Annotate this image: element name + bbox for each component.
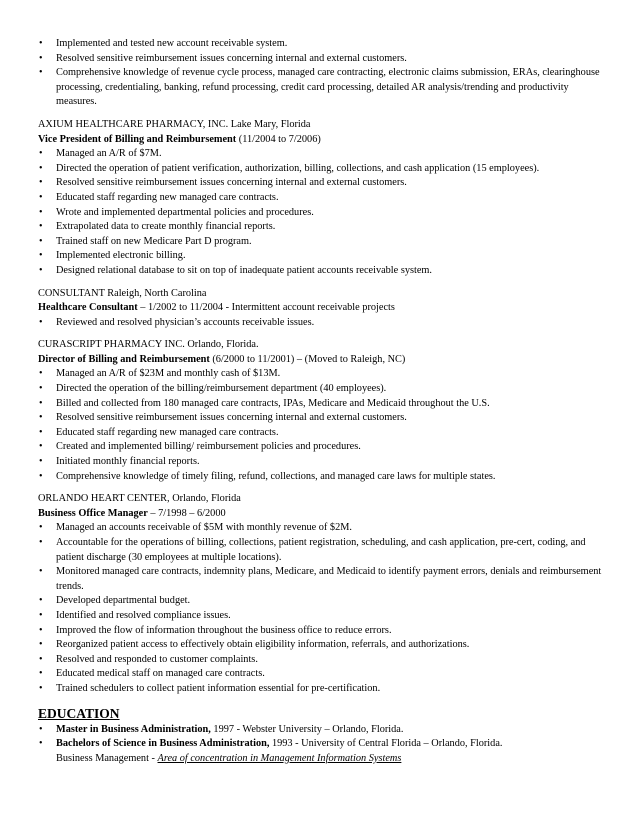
job-dates: (11/2004 to 7/2006) [236, 133, 321, 145]
job-bullet-list [38, 147, 603, 278]
bullet-icon: • [39, 235, 43, 247]
bullet-icon: • [39, 723, 43, 735]
list-item: • Improved the flow of information throughout the business office to reduce errors. [38, 624, 603, 639]
company-line: CURASCRIPT PHARMACY INC. Orlando, Florida. [38, 339, 259, 351]
bullet-icon: • [39, 609, 43, 621]
list-item: • Initiated monthly financial reports. [38, 455, 603, 470]
bullet-icon: • [39, 624, 43, 636]
list-item [38, 737, 603, 766]
job-axium [38, 118, 603, 279]
list-item: • Reorganized patient access to effectively obtain eligibility information, referrals, and authorizations. [38, 638, 603, 653]
list-item: • Educated staff regarding new managed care contracts. [38, 426, 603, 441]
bullet-icon: • [39, 595, 43, 607]
company-line: CONSULTANT Raleigh, North Carolina [38, 287, 207, 299]
company-line: AXIUM HEALTHCARE PHARMACY, INC. Lake Mary, Florida [38, 118, 311, 130]
list-item: • Resolved and responded to customer complaints. [38, 653, 603, 668]
bullet-icon: • [39, 668, 43, 680]
bullet-icon: • [39, 470, 43, 482]
resume-page [38, 37, 603, 766]
bullet-icon: • [39, 368, 43, 380]
job-title-line [38, 133, 603, 148]
list-item: • Trained schedulers to collect patient information essential for pre-certification. [38, 682, 603, 697]
bullet-icon: • [39, 383, 43, 395]
bullet-icon: • [39, 441, 43, 453]
list-item: • Resolved sensitive reimbursement issues concerning internal and external customers. [38, 52, 603, 67]
job-dates: (6/2000 to 11/2001) – (Moved to Raleigh, NC) [209, 353, 406, 365]
degree-concentration: Area of concentration in Management Information Systems [157, 752, 402, 764]
job-bullet-list [38, 521, 603, 696]
bullet-icon: • [39, 639, 43, 651]
list-item: • Created and implemented billing/ reimbursement policies and procedures. [38, 440, 603, 455]
list-item: • Extrapolated data to create monthly financial reports. [38, 220, 603, 235]
list-item: • Managed an A/R of $23M and monthly cash of $13M. [38, 367, 603, 382]
list-item: • Billed and collected from 180 managed care contracts, IPAs, Medicare and Medicaid throughout the U.S. [38, 397, 603, 412]
education-section [38, 705, 603, 767]
job-orlando-heart [38, 492, 603, 696]
bullet-icon: • [39, 682, 43, 694]
list-item: • Directed the operation of patient verification, authorization, billing, collections, and cash application (15 employees). [38, 162, 603, 177]
list-item: • Managed an A/R of $7M. [38, 147, 603, 162]
list-item: • Developed departmental budget. [38, 594, 603, 609]
intro-bullet-list [38, 37, 603, 110]
company-line: ORLANDO HEART CENTER, Orlando, Florida [38, 493, 241, 505]
list-item: • Trained staff on new Medicare Part D program. [38, 235, 603, 250]
bullet-icon: • [39, 206, 43, 218]
list-item: • Resolved sensitive reimbursement issues concerning internal and external customers. [38, 176, 603, 191]
list-item: • Resolved sensitive reimbursement issues concerning internal and external customers. [38, 411, 603, 426]
bullet-icon: • [39, 426, 43, 438]
list-item: • Educated medical staff on managed care contracts. [38, 667, 603, 682]
degree-details: 1997 - Webster University – Orlando, Florida. [210, 723, 404, 735]
job-title: Business Office Manager [38, 507, 148, 519]
job-bullet-list [38, 316, 603, 331]
list-item: • Accountable for the operations of billing, collections, patient registration, scheduling, and cash application, pre-cert, coding, and patient discharge (30 employees at multiple locations). [39, 537, 586, 563]
bullet-icon: • [39, 397, 43, 409]
bullet-icon: • [39, 316, 43, 328]
bullet-icon: • [39, 250, 43, 262]
bullet-icon: • [39, 537, 43, 548]
job-curascript [38, 338, 603, 484]
bullet-icon: • [39, 177, 43, 189]
list-item: • Monitored managed care contracts, indemnity plans, Medicare, and Medicaid to identify payment errors, denials and reimbursement trends. [39, 566, 602, 592]
education-list [38, 723, 603, 767]
list-item: • Directed the operation of the billing/reimbursement department (40 employees). [38, 382, 603, 397]
list-item: • Educated staff regarding new managed care contracts. [38, 191, 603, 206]
job-title: Director of Billing and Reimbursement [38, 353, 210, 365]
bullet-icon: • [39, 52, 43, 64]
list-item: • Implemented and tested new account receivable system. [38, 37, 603, 52]
job-title-line [38, 507, 603, 522]
job-bullet-list [38, 367, 603, 484]
degree-name: Master in Business Administration, [56, 723, 211, 735]
list-item: • Managed an accounts receivable of $5M with monthly revenue of $2M. [38, 521, 603, 536]
bullet-icon: • [39, 38, 43, 49]
list-item [38, 723, 603, 738]
degree-major: Business Management - [56, 752, 158, 764]
bullet-icon: • [39, 456, 43, 468]
job-dates: – 1/2002 to 11/2004 - Intermittent account receivable projects [137, 302, 395, 314]
degree-details: 1993 - University of Central Florida – Orlando, Florida. [269, 738, 503, 750]
job-title-line [38, 353, 603, 368]
job-title: Vice President of Billing and Reimbursement [38, 133, 237, 145]
bullet-icon: • [39, 148, 43, 160]
list-item: • Reviewed and resolved physician’s accounts receivable issues. [38, 316, 603, 331]
bullet-icon: • [39, 162, 43, 174]
job-title: Healthcare Consultant [38, 302, 138, 314]
job-consultant [38, 287, 603, 331]
list-item: • Comprehensive knowledge of timely filing, refund, collections, and managed care laws for multiple states. [38, 470, 603, 485]
bullet-icon: • [39, 653, 43, 665]
bullet-icon: • [39, 522, 43, 534]
education-heading: EDUCATION [38, 705, 120, 721]
bullet-icon: • [39, 191, 43, 203]
bullet-icon: • [39, 264, 43, 276]
bullet-icon: • [39, 221, 43, 233]
list-item: • Wrote and implemented departmental policies and procedures. [38, 206, 603, 221]
bullet-icon: • [39, 738, 43, 750]
list-item: • Comprehensive knowledge of revenue cycle process, managed care contracting, electronic claims submission, ERAs, clearinghouse processing, credentialing, banking, refund processing, credit card processing, detailed AR analysis/trending and productivity measures. [39, 67, 600, 108]
bullet-icon: • [39, 412, 43, 424]
list-item: • Implemented electronic billing. [38, 249, 603, 264]
bullet-icon: • [39, 566, 43, 578]
degree-name: Bachelors of Science in Business Administration, [56, 738, 270, 750]
job-dates: – 7/1998 – 6/2000 [147, 507, 226, 519]
bullet-icon: • [39, 67, 43, 79]
job-title-line [38, 301, 603, 316]
list-item: • Designed relational database to sit on top of inadequate patient accounts receivable system. [38, 264, 603, 279]
list-item: • Identified and resolved compliance issues. [38, 609, 603, 624]
